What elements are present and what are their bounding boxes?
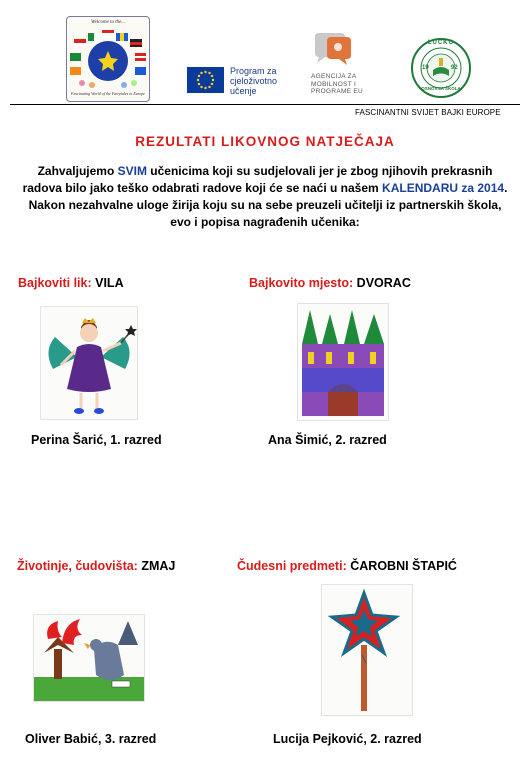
winner-name: Lucija Pejković, 2. razred xyxy=(273,732,422,746)
category-name: Životinje, čudovišta: xyxy=(17,559,138,573)
seal-year-right: 92 xyxy=(451,65,458,71)
eu-program-line: Program za xyxy=(230,66,277,76)
header-caption: FASCINANTNI SVIJET BAJKI EUROPE xyxy=(355,108,501,117)
agency-line: PROGRAME EU xyxy=(311,88,364,95)
category-value: DVORAC xyxy=(356,276,411,290)
intro-text: Zahvaljujemo xyxy=(37,164,118,178)
school-seal xyxy=(411,38,471,98)
category-value: VILA xyxy=(95,276,124,290)
winner-name: Perina Šarić, 1. razred xyxy=(31,433,162,447)
eu-flag-icon xyxy=(187,67,224,93)
eu-program-text xyxy=(230,66,277,96)
seal-bottom-text: OSNOVNA ŠKOLA xyxy=(421,86,461,91)
drawing-dragon xyxy=(33,614,145,702)
winner-name: Ana Šimić, 2. razred xyxy=(268,433,387,447)
eu-program-line: cjeloživotno xyxy=(230,76,278,86)
agency-logo xyxy=(311,31,353,71)
category-name: Čudesni predmeti: xyxy=(237,559,347,573)
category-label xyxy=(249,276,411,290)
page-title: REZULTATI LIKOVNOG NATJEČAJA xyxy=(135,134,395,149)
category-name: Bajkoviti lik: xyxy=(18,276,92,290)
category-value: ČAROBNI ŠTAPIĆ xyxy=(350,559,457,573)
agency-line: AGENCIJA ZA xyxy=(311,73,357,80)
header-rule xyxy=(10,104,520,105)
agency-line: MOBILNOST I xyxy=(311,80,357,88)
drawing-fairy xyxy=(40,306,138,420)
category-label xyxy=(237,559,457,573)
winner-name: Oliver Babić, 3. razred xyxy=(25,732,157,746)
drawing-castle xyxy=(297,303,389,421)
intro-paragraph xyxy=(20,163,510,231)
intro-highlight: KALENDARU za 2014 xyxy=(382,181,505,195)
flags-globe-icon xyxy=(68,27,148,91)
intro-highlight: SVIM xyxy=(117,164,147,178)
agency-text xyxy=(311,73,363,96)
eu-program-line: učenje xyxy=(230,86,257,96)
intro-text: . Nakon nezahvalne uloge žirija koju su na sebe preuzeli učitelji iz partnerskih škola, evo i popisa nagrađenih učenika: xyxy=(28,181,508,229)
drawing-magic-wand xyxy=(321,584,413,716)
category-value: ZMAJ xyxy=(141,559,176,573)
fairytale-logo-bottom-text: Fascinating World of the Fairytales in Europe xyxy=(71,91,145,96)
category-name: Bajkovito mjesto: xyxy=(249,276,354,290)
category-label xyxy=(18,276,124,290)
seal-top-text: LUČKO xyxy=(427,40,455,46)
fairytale-logo xyxy=(66,16,150,102)
fairytale-logo-top-text: Welcome to the... xyxy=(90,20,126,25)
seal-year-left: 19 xyxy=(422,65,429,71)
intro-text: učenicima koji su sudjelovali jer je zbog njihovih prekrasnih radova bilo jako teško odabrati radove koji će se naći u našem xyxy=(22,164,493,195)
category-label xyxy=(17,559,175,573)
